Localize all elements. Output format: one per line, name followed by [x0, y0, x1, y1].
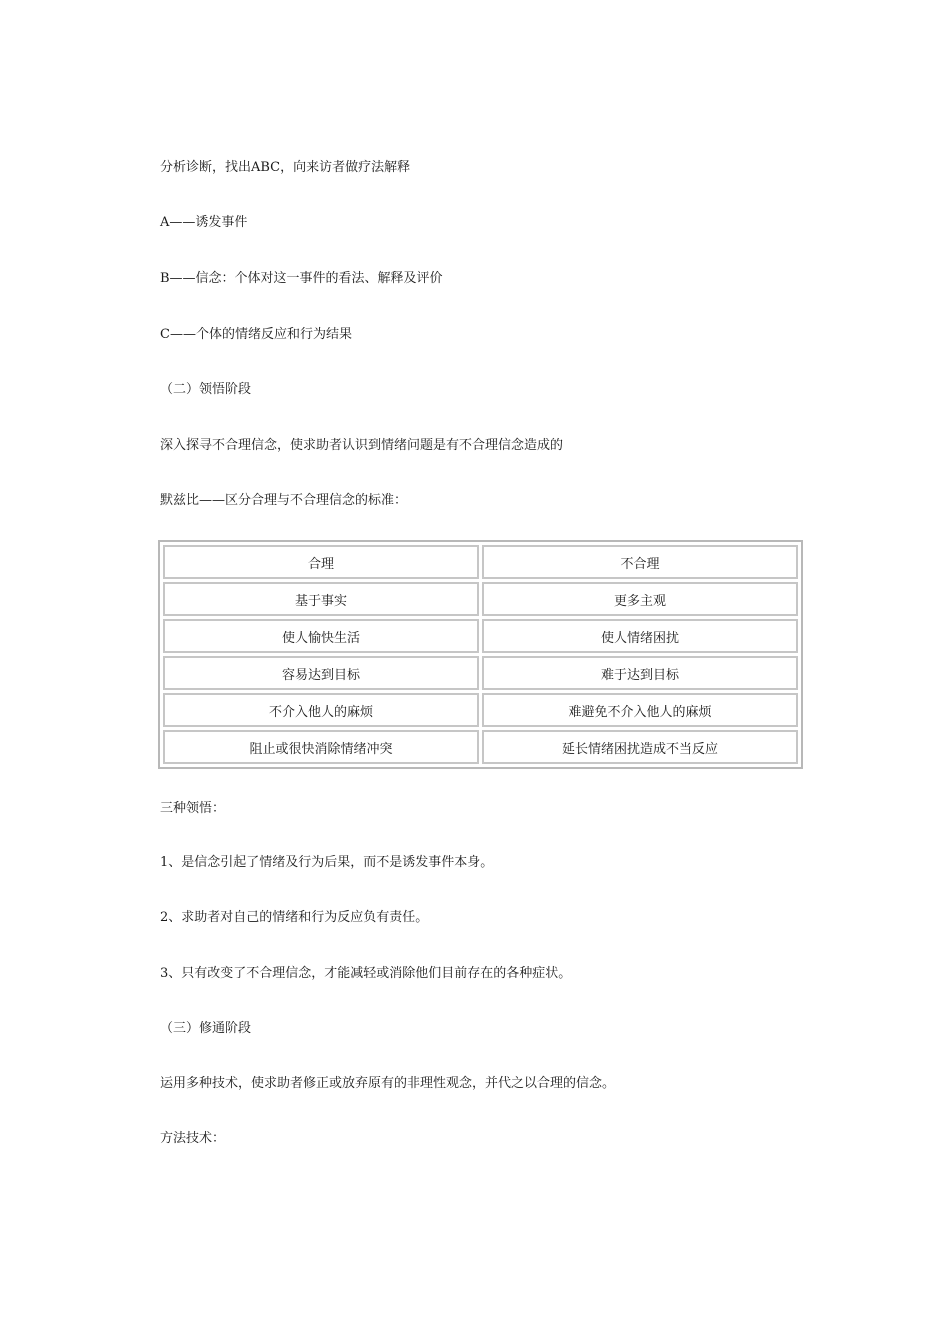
abc-item-b: B——信念：个体对这一事件的看法、解释及评价: [160, 271, 443, 286]
table-cell: 容易达到目标: [163, 656, 479, 690]
belief-criteria-table: [158, 540, 803, 769]
table-row: [163, 730, 798, 764]
insights-heading: 三种领悟：: [160, 801, 226, 816]
stage-two-heading: （二）领悟阶段: [160, 382, 252, 397]
table-cell: 不介入他人的麻烦: [163, 693, 479, 727]
table-row: [163, 656, 798, 690]
table-cell: 阻止或很快消除情绪冲突: [163, 730, 479, 764]
explore-paragraph: 深入探寻不合理信念，使求助者认识到情绪问题是有不合理信念造成的: [160, 438, 564, 453]
insight-item-3: 3、只有改变了不合理信念，才能减轻或消除他们目前存在的各种症状。: [160, 966, 572, 981]
table-cell: 基于事实: [163, 582, 479, 616]
table-cell: 难于达到目标: [482, 656, 798, 690]
table-row: [163, 582, 798, 616]
table-cell: 使人情绪困扰: [482, 619, 798, 653]
header-cell-irrational: 不合理: [482, 545, 798, 579]
maultsby-paragraph: 默兹比——区分合理与不合理信念的标准：: [160, 493, 408, 508]
table-cell: 更多主观: [482, 582, 798, 616]
table-cell: 使人愉快生活: [163, 619, 479, 653]
insight-item-1: 1、是信念引起了情绪及行为后果，而不是诱发事件本身。: [160, 855, 494, 870]
abc-item-a: A——诱发事件: [160, 215, 248, 230]
analysis-paragraph: 分析诊断，找出ABC，向来访者做疗法解释: [160, 160, 411, 175]
stage-three-paragraph: 运用多种技术，使求助者修正或放弃原有的非理性观念，并代之以合理的信念。: [160, 1076, 616, 1091]
table-row: [163, 619, 798, 653]
table-row: [163, 693, 798, 727]
table-header-row: [163, 545, 798, 579]
methods-label: 方法技术：: [160, 1131, 226, 1146]
table-cell: 难避免不介入他人的麻烦: [482, 693, 798, 727]
table-cell: 延长情绪困扰造成不当反应: [482, 730, 798, 764]
insight-item-2: 2、求助者对自己的情绪和行为反应负有责任。: [160, 910, 429, 925]
abc-item-c: C——个体的情绪反应和行为结果: [160, 327, 352, 342]
stage-three-heading: （三）修通阶段: [160, 1021, 252, 1036]
header-cell-rational: 合理: [163, 545, 479, 579]
